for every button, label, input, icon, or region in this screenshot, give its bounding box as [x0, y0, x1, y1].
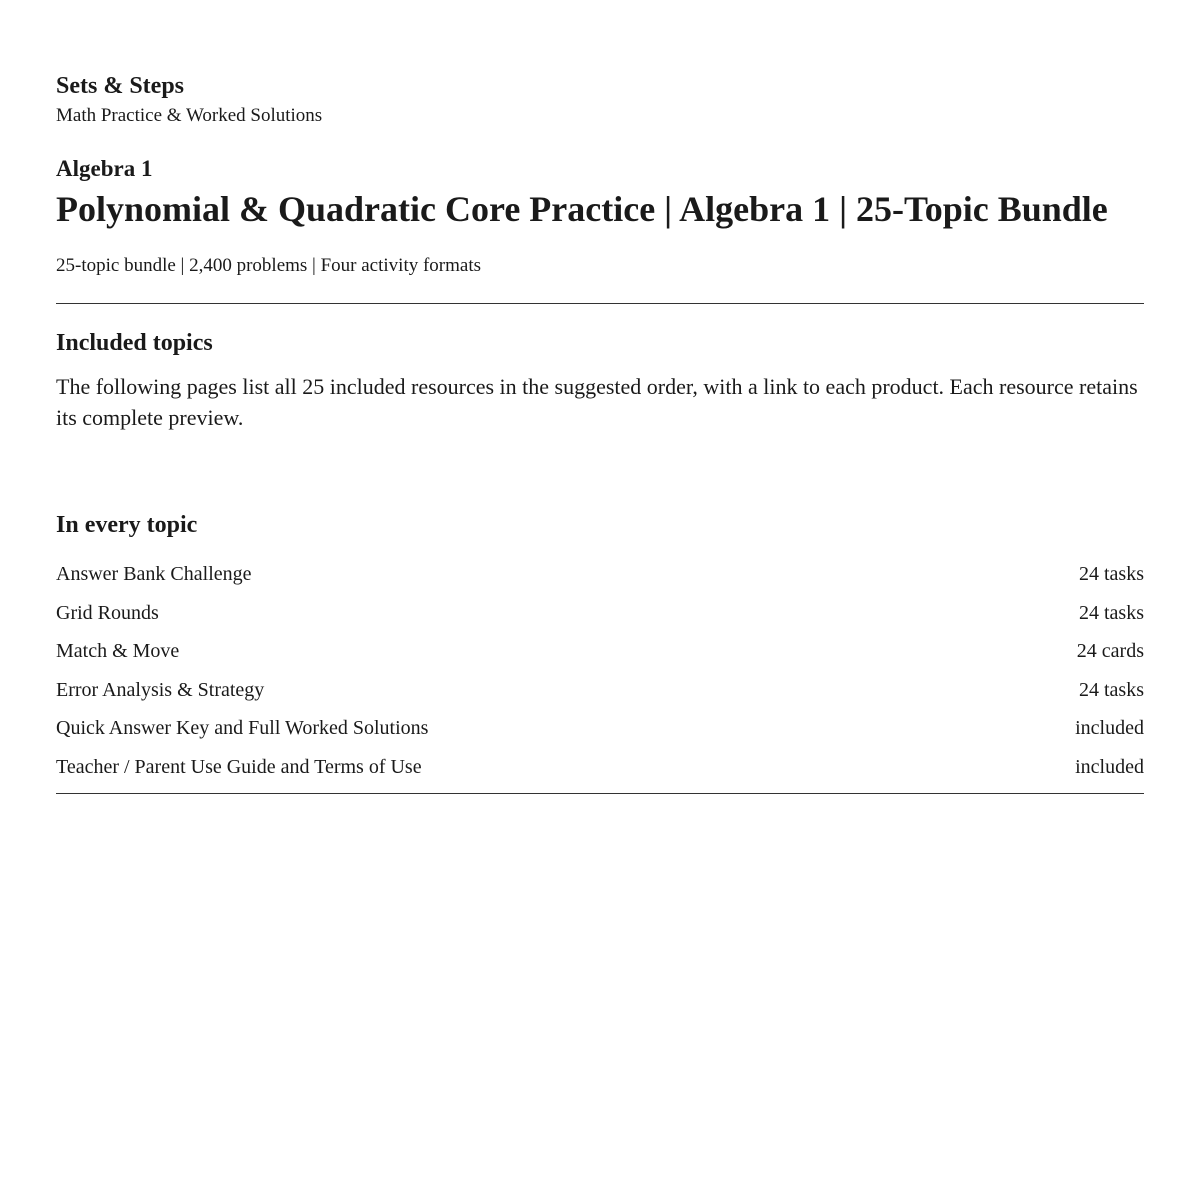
- brand-header: [56, 70, 1144, 130]
- every-topic-heading: In every topic: [56, 512, 198, 538]
- item-value: 24 tasks: [1079, 563, 1144, 585]
- divider-top: [56, 303, 1144, 304]
- brand-tagline: Math Practice & Worked Solutions: [56, 105, 323, 126]
- list-item: [56, 748, 1144, 787]
- list-item: [56, 594, 1144, 633]
- list-item: [56, 632, 1144, 671]
- item-label: Match & Move: [56, 640, 180, 662]
- product-summary: 25-topic bundle | 2,400 problems | Four activity formats: [56, 255, 482, 276]
- item-value: 24 tasks: [1079, 601, 1144, 624]
- item-label: Quick Answer Key and Full Worked Solutions: [56, 717, 429, 739]
- item-value: 24 cards: [1076, 640, 1144, 662]
- subject-label: Algebra 1: [56, 156, 153, 181]
- item-label: Error Analysis & Strategy: [56, 678, 265, 701]
- list-item: [56, 671, 1144, 710]
- item-value: 24 tasks: [1079, 678, 1144, 701]
- product-title: Polynomial & Quadratic Core Practice | Algebra 1 | 25-Topic Bundle: [56, 189, 1108, 229]
- item-value: included: [1075, 717, 1144, 739]
- list-item: [56, 709, 1144, 748]
- item-label: Grid Rounds: [56, 601, 159, 624]
- included-topics-text: The following pages list all 25 included resources in the suggested order, with a link to each product. Each resource retains its complete preview.: [56, 374, 1138, 430]
- every-topic-list: [56, 555, 1144, 786]
- divider-bottom: [56, 793, 1144, 794]
- list-item: [56, 555, 1144, 594]
- item-label: Answer Bank Challenge: [56, 563, 252, 585]
- brand-name: Sets & Steps: [56, 73, 185, 99]
- included-topics-heading: Included topics: [56, 330, 213, 356]
- item-label: Teacher / Parent Use Guide and Terms of Use: [56, 755, 422, 778]
- item-value: included: [1075, 755, 1144, 778]
